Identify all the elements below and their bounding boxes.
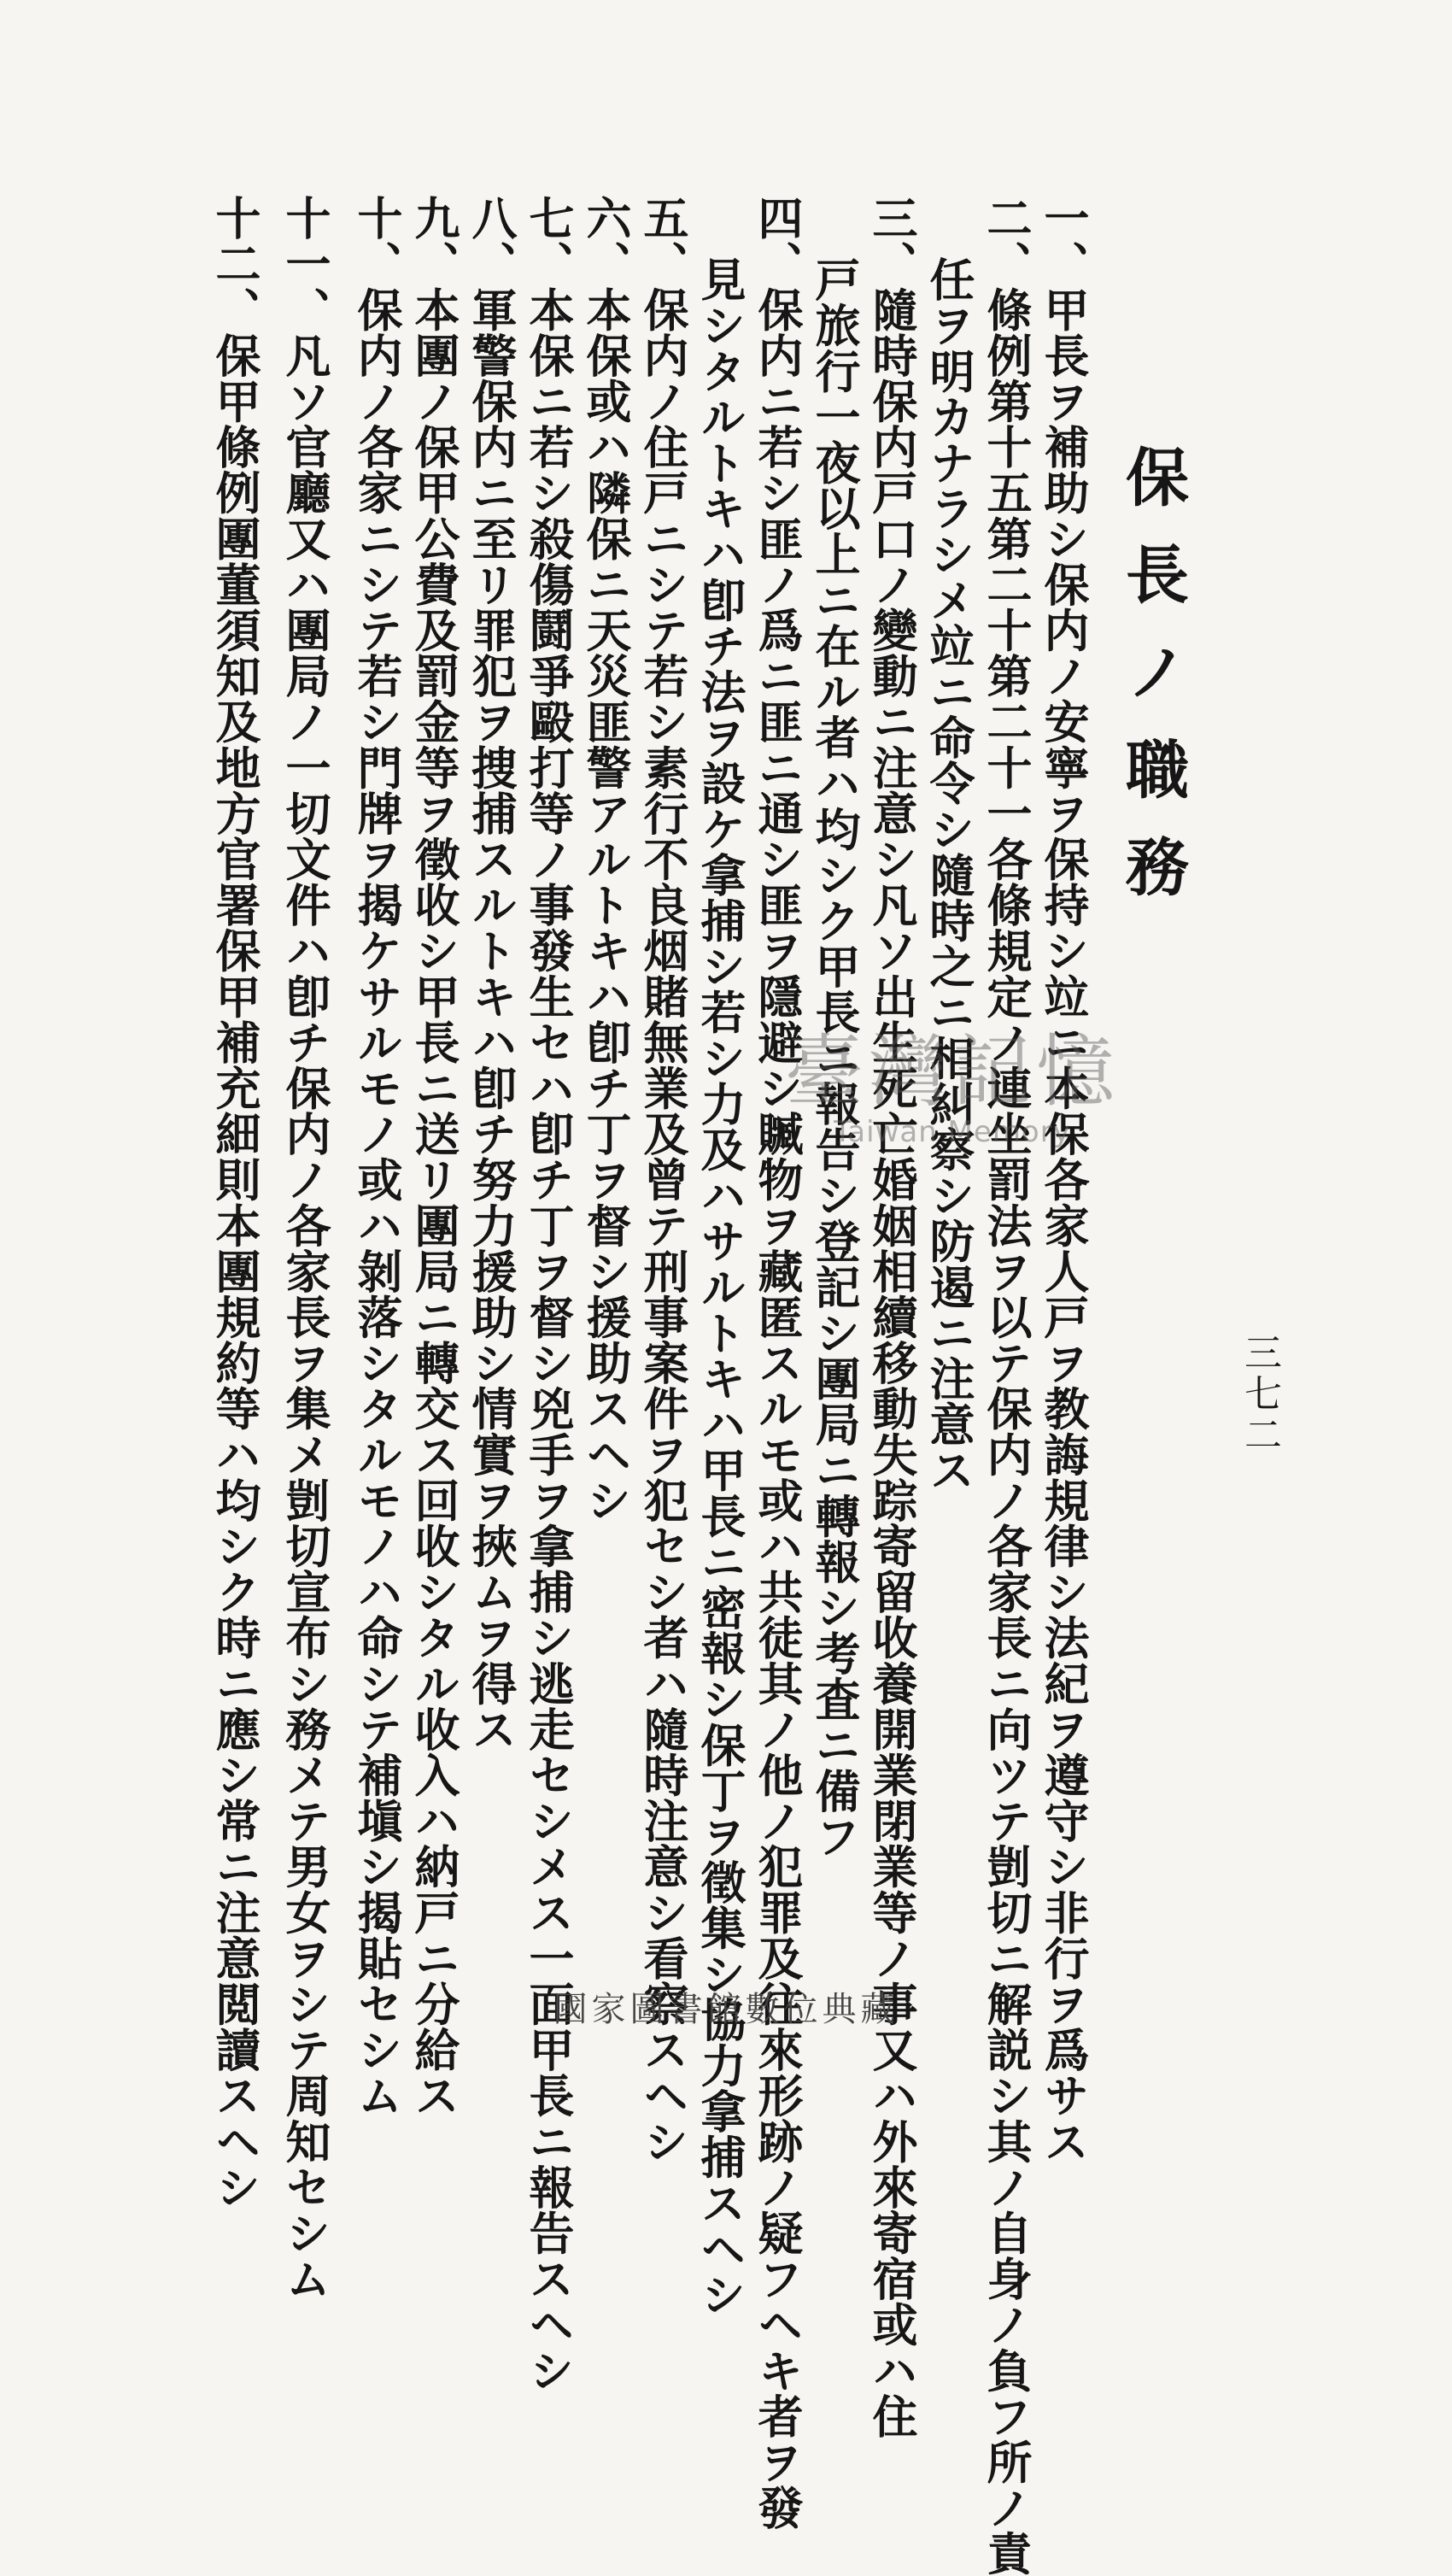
text-line-4: 三、隨時保内戸口ノ變動ニ注意シ凡ソ出生死亡婚姻相續移動失踪寄留收養開業閉業等ノ事又ハ外來寄宿或ハ住 <box>865 195 918 2439</box>
text-line-7: 見シタルトキハ卽チ法ヲ設ケ拿捕シ若シ力及ハサルトキハ甲長ニ密報シ保丁ヲ徵集シ協力拿捕スヘシ <box>694 256 746 2317</box>
text-line-5: 戸旅行一夜以上ニ在ル者ハ均シク甲長ニ報告シ登記シ團局ニ轉報シ考査ニ備フ <box>808 256 861 1859</box>
text-line-13: 十、保内ノ各家ニシテ若シ門牌ヲ揭ケサルモノ或ハ剝落シタルモノハ命シテ補塡シ揭貼セシム <box>350 195 403 2119</box>
page-title: 保長ノ職務 <box>1115 444 1189 931</box>
text-line-2: 二、條例第十五第二十第二十一各條規定ノ連坐罰法ヲ以テ保内ノ各家長ニ向ツテ剴切ニ解説シ其ノ自身ノ負フ所ノ責 <box>980 195 1033 2576</box>
text-line-15: 十二、保甲條例團董須知及地方官署保甲補充細則本團規約等ハ均シク時ニ應シ常ニ注意閲讀スヘシ <box>208 195 261 2210</box>
watermark-english: Taiwan Memory <box>834 1115 1071 1149</box>
text-line-3: 任ヲ明カナラシメ竝ニ命令シ隨時之ニ相糾察シ防遏ニ注意ス <box>922 256 975 1493</box>
text-line-8: 五、保内ノ住戸ニシテ若シ素行不良烟賭無業及曾テ刑事案件ヲ犯セシ者ハ隨時注意シ看察スヘシ <box>636 195 689 2164</box>
text-line-10: 七、本保ニ若シ殺傷鬪爭毆打等ノ事發生セハ卽チ丁ヲ督シ兇手ヲ拿捕シ逃走セシメス一面甲長ニ報告スヘシ <box>522 195 575 2393</box>
watermark-chinese: 臺灣記憶 <box>784 1026 1120 1118</box>
text-line-11: 八、軍警保内ニ至リ罪犯ヲ捜捕スルトキハ卽チ努力援助シ情實ヲ挾ムヲ得ス <box>465 195 518 1752</box>
text-line-6: 四、保内ニ若シ匪ノ爲ニ匪ニ通シ匪ヲ隱避シ贓物ヲ藏匿スルモ或ハ共徒其ノ他ノ犯罪及往來形跡ノ疑フヘキ者ヲ發 <box>751 195 804 2531</box>
page-number: 三七二 <box>1238 1333 1281 1456</box>
text-line-12: 九、本團ノ保甲公費及罰金等ヲ徵收シ甲長ニ送リ團局ニ轉交ス回收シタル收入ハ納戸ニ分給ス <box>407 195 460 2119</box>
text-line-9: 六、本保或ハ隣保ニ天災匪警アルトキハ卽チ丁ヲ督シ援助スヘシ <box>579 195 632 1523</box>
text-line-1: 一、甲長ヲ補助シ保内ノ安寧ヲ保持シ竝ニ本保各家人戸ヲ教誨規律シ法紀ヲ遵守シ非行ヲ爲サス <box>1037 195 1090 2164</box>
watermark-logo <box>752 1026 1153 1158</box>
footer-archive-label: 國家圖書館數位典藏 <box>553 1990 899 2029</box>
text-line-14: 十一、凡ソ官廳又ハ團局ノ一切文件ハ卽チ保内ノ各家長ヲ集メ剴切宣布シ務メテ男女ヲシテ周知セシム <box>278 195 331 2302</box>
